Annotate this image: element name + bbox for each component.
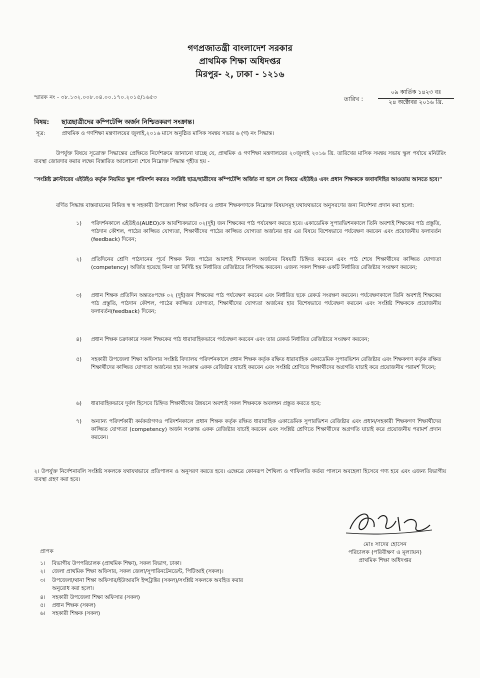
closing-paragraph: ২। উপর্যুক্ত নির্দেশনাবলি সংশ্লিষ্ট সকলকে যথাযথভাবে প্রতিপালন ও অনুসরণ করতে হবে। এক্ষেত্রে কোনরূপ শৈথিল্য ও গাফিলতি কর্তব্য পালনে অবহেলা হিসেবে গণ্য হবে এবং এজন্য বিভাগীয় ব্যবস্থা গ্রহণ করা হবে। [34,469,446,484]
list-item-text: সহকারী উপজেলা শিক্ষা অফিসার সংশ্লিষ্ট বিদ্যালয় পরিদর্শনকালে প্রধান শিক্ষক কর্তৃক রক্ষিত ধারাবাহিক একাডেমিক সুপারভিশন রেজিষ্টার এবং শিক্ষকগণ কর্তৃক রক্ষিত শিক্ষার্থীদের কাজ্জিত যোগ্যতা অর্জনের হার সংক্রান্ত একক রেজিষ্টার যাচাই করবেন এবং সংশ্লিষ্ট শ্রেণিতে শিক্ষার্থীদের অগ্রগতি যাচাই করে প্রয়োজনীয় পরামর্শ দিবেন; [91,357,441,372]
recipient-item: ৫। প্রধান শিক্ষক (সকল) [40,603,96,610]
subject-text: ছাত্রছাত্রীদের কম্পিটেন্সি অর্জন নিশ্চিতকরণ সংক্রান্ত। [61,118,195,126]
list-item-number: ১) [76,221,82,227]
reference-line [36,131,274,139]
signatory-name: মোঃ সাদের হোসেন [363,542,407,548]
recipients-list [40,560,243,619]
address-heading: মিরপুর- ২, ঢাকা - ১২১৬ [195,70,285,80]
subject-underline [64,127,184,128]
date-bangla: ০৯ কার্তিক ১৪২৩ বঃ [390,90,442,96]
decision-quote: "সংশ্লিষ্ট ক্লাস্টারের এইউইও কর্তৃক নিয়মিত স্কুল পরিদর্শন করতঃ সংশ্লিষ্ট ছাত্র/ছাত্রীদের কম্পিটেন্সি অর্জিত না হলে সে বিষয়ে এইউইও এবং প্রধান শিক্ষককে জবাবদিহির আওতায় আনতে হবে।" [34,177,443,183]
recipient-item: ৩। উপজেলা/থানা শিক্ষা অফিসার/ইউআরসি ইন্সট্রাক্টর (সকল)/সংশ্লিষ্ট সকলকে অবহিত করার [40,577,243,584]
signatory-title: পরিচালক (পরিবীক্ষণ ও মূল্যায়ন) [348,550,422,556]
reference-text: প্রাথমিক ও গণশিক্ষা মন্ত্রণালয়ের জুলাই,২০১৬ মাসে অনুষ্ঠিত মাসিক সমন্বয় সভার ৬ (গ) নং সিদ্ধান্ত। [61,131,275,137]
list-item-text: প্রধান শিক্ষক চক্রাকারে সকল শিক্ষকের পাঠ ধারাবাহিকভাবে পর্যবেক্ষণ করবেন এবং তার রেকর্ড নির্ধারিত রেজিষ্টারে সংরক্ষণ করবেন; [91,337,370,343]
list-item-number: ৩) [76,293,82,299]
intro-paragraph: উপর্যুক্ত বিষয়ে সূত্রোক্ত সিদ্ধান্তের প্রেক্ষিতে নির্দেশক্রমে জানানো যাচ্ছে যে, প্রাথমিক ও গণশিক্ষা মন্ত্রণালয়ের ২০জুলাই ২০১৬ খ্রি. তারিখের মাসিক সমন্বয় সভায় স্কুল পর্যায়ে মনিটরিং ব্যবস্থা জোরদার করার লক্ষ্যে বিস্তারিত আলোচনা শেষে নিম্নোক্ত সিদ্ধান্ত গৃহীত হয় - [34,151,446,166]
recipient-item: ১। বিভাগীয় উপপরিচালক (প্রাথমিক শিক্ষা), সকল বিভাগ, ঢাকা। [40,561,182,567]
reference-label: সূত্র: [36,131,46,137]
list-item-number: ৪) [76,337,82,343]
list-item-number: ৫) [76,357,82,363]
date-english: ২৪ অক্টোবর ২০১৬ খ্রি. [388,100,444,106]
government-heading: গণপ্রজাতন্ত্রী বাংলাদেশ সরকার [187,44,293,54]
list-item-text: অন্যান্য পরিদর্শকারী কর্মকর্তাগণও পরিদর্শনকালে প্রধান শিক্ষক কর্তৃক রক্ষিত ধারাবাহিক একাডেমিক সুপারভিশন রেজিষ্টার এবং প্রধান/সহকারী শিক্ষকগণ শিক্ষার্থীদের কাজ্জিত যোগ্যতা (competency) অর্জন সংক্রান্ত একক রেজিষ্টার যাচাই করবেন এবং সংশ্লিষ্ট শ্রেণিতে শিক্ষার্থীদের অগ্রগতি যাচাই করে প্রয়োজনীয় পরামর্শ প্রদান করবেন। [91,419,441,442]
recipient-item: অনুরোধ করা হলো। [52,586,94,593]
subject-label: বিষয়: [34,118,50,126]
list-item-number: ৭) [76,419,82,425]
directorate-heading: প্রাথমিক শিক্ষা অধিদপ্তর [199,57,281,67]
signature [312,505,462,539]
list-item-number: ৬) [76,401,82,407]
recipient-item: ৬। সহকারী শিক্ষক (সকল) [40,611,101,618]
date-block [378,89,454,108]
recipients-label: প্রাপক [40,549,54,555]
date-label: তারিখ : [344,96,364,103]
list-item-text: পরিদর্শনকালে এইউইও(AUEO)কে আবশ্যিকভাবে ০২(দুই) জন শিক্ষকের পাঠ পর্যবেক্ষণ করতে হবে। একাডেমিক সুপারভিশনকালে তিনি অবশ্যই শিক্ষকের পাঠ প্রস্তুতি, পাঠদান কৌশল, পাঠের কাজ্জিত যোগ্যতা, শিক্ষার্থীদের পাঠের কাজ্জিত যোগ্যতা অর্জনের হার এর বিষয়ে বিশেষভাবে পর্যবেক্ষণ করবেন এবং প্রয়োজনীয় ফলাবর্তন (feedback) দিবেন; [91,221,441,244]
list-item-text: প্রতিদিনের শ্রেণি পাঠদানের পূর্বে শিক্ষক নিজ পাঠের আবশ্যই শিখনফল অর্জনের বিষয়টি চিহ্নিত করবেন এবং পাঠ শেষে শিক্ষার্থীদের কাজ্জিত যোগ্যতা (competency) অর্জিত হয়েছে কিনা তা নির্দিষ্ট হয় নির্ধারিত রেজিষ্টারে লিপিবদ্ধ করবেন। এজন্য সকল শিক্ষক একটি নির্ধারিত রেজিষ্টার সংরক্ষণ করবেন; [91,257,441,272]
list-item-text: ধারাবাহিকভাবে দুর্বল হিসেবে চিহ্নিত শিক্ষার্থীদের উন্নয়নে অবশ্যই সকল শিক্ষককে অবলম্বন প্রস্তুত করতে হবে; [91,401,321,407]
signatory-office: প্রাথমিক শিক্ষা অধিদপ্তর [358,558,412,564]
recipient-item: ৪। সহকারী উপজেলা শিক্ষা অফিসার (সকল) [40,594,140,601]
list-item-text: প্রধান শিক্ষক প্রতিদিন অন্ততঃপক্ষে ০২ (দুই)জন শিক্ষকের পাঠ পর্যবেক্ষণ করবেন এবং নির্ধারিত ছকে রেকর্ড সংরক্ষণ করবেন। পর্যবেক্ষণকালে তিনি অবশ্যই শিক্ষকের পাঠ প্রস্তুতি, পাঠদান কৌশল, পাঠের কাজ্জিত যোগ্যতা, শিক্ষার্থীদের যোগ্যতা অর্জনের হার বিশেষভাবে পর্যবেক্ষণ করবেন এবং সংশ্লিষ্ট শিক্ষককে প্রয়োজনীয় ফলাবর্তন(feedback) দিবেন; [91,293,441,316]
list-item-number: ২) [76,257,82,263]
instruction-paragraph: বর্ণিত সিদ্ধান্ত বাস্তবায়নের নিমিত্ত স্ব স্ব সহকারী উপজেলা শিক্ষা অফিসার ও প্রধান শিক্ষকগণকে নিম্নোক্ত বিষয়সমূহ যথাযথভাবে অনুসরণের জন্য নির্দেশনা প্রদান করা হলো: [56,203,415,209]
recipient-item: ২। জেলা প্রাথমিক শিক্ষা অফিসার, সকল জেলা/সুপারিনটেনডেন্ট, পিটিআই (সকল)। [40,569,224,576]
memo-number: স্মারক নং - ৩৮.১৩২.০০৮.০৪.০০.১৭০.২০১৫/১৬৫৩ [34,95,157,101]
